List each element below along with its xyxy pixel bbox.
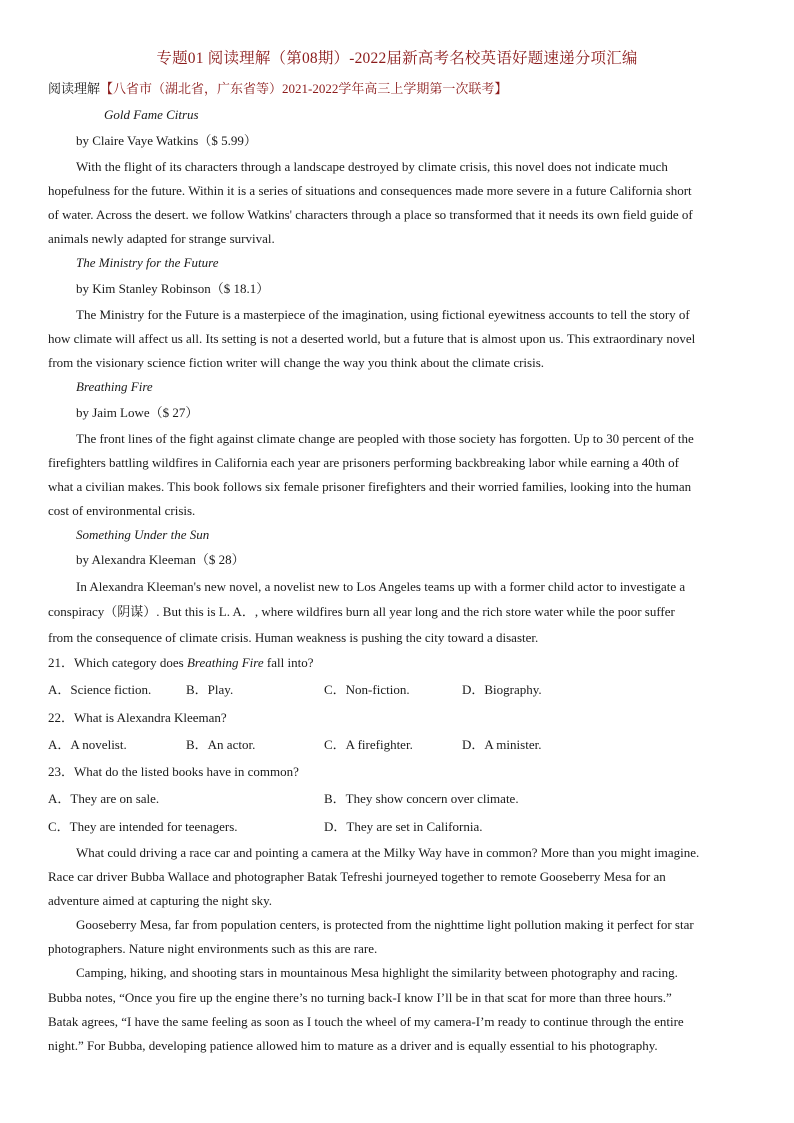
paragraph-line: hopefulness for the future. Within it is a series of situations and consequences made more severe in a future California short <box>48 183 692 198</box>
question-23: 23．What do the listed books have in common? <box>48 764 299 779</box>
option-b: B．They show concern over climate. <box>324 791 519 806</box>
paragraph-line: photographers. Nature night environments such as this are rare. <box>48 941 378 956</box>
option-a: A．They are on sale. <box>48 791 160 806</box>
paragraph-line: adventure aimed at capturing the night sky. <box>48 893 273 908</box>
book-title: Something Under the Sun <box>76 527 210 542</box>
source-bracket: 【八省市（湖北省，广东省等）2021-2022学年高三上学期第一次联考】 <box>100 81 508 96</box>
paragraph-line: Camping, hiking, and shooting stars in mountainous Mesa highlight the similarity between photography and racing. <box>76 965 678 980</box>
source-line <box>48 80 748 98</box>
paragraph-line: Gooseberry Mesa, far from population centers, is protected from the nighttime light pollution making it perfect for star <box>76 917 694 932</box>
question-21 <box>48 654 748 672</box>
option-b: B．An actor. <box>186 737 256 752</box>
question-stem: 21．Which category does <box>48 655 187 670</box>
paragraph-line: what a civilian makes. This book follows six female prisoner firefighters and their worried families, looking into the human <box>48 479 692 494</box>
option-d: D．A minister. <box>462 737 542 752</box>
book-title: Breathing Fire <box>76 379 153 394</box>
book-author: by Jaim Lowe（$ 27） <box>76 405 199 420</box>
option-d: D．They are set in California. <box>324 819 483 834</box>
page-title: 专题01 阅读理解（第08期）-2022届新高考名校英语好题速递分项汇编 <box>156 50 638 67</box>
paragraph-line: The front lines of the fight against climate change are peopled with those society has forgotten. Up to 30 percent of the <box>76 431 694 446</box>
paragraph-line: The Ministry for the Future is a masterpiece of the imagination, using fictional eyewitness accounts to tell the story of <box>76 307 690 322</box>
book-author: by Kim Stanley Robinson（$ 18.1） <box>76 281 270 296</box>
source-prefix: 阅读理解 <box>48 81 101 96</box>
option-c: C．Non-fiction. <box>324 682 410 697</box>
book-author: by Claire Vaye Watkins（$ 5.99） <box>76 133 257 148</box>
paragraph-line: from the consequence of climate crisis. Human weakness is pushing the city toward a disaster. <box>48 630 539 645</box>
paragraph-line: With the flight of its characters through a landscape destroyed by climate crisis, this novel does not indicate much <box>76 159 668 174</box>
paragraph-line: of water. Across the desert. we follow Watkins' characters through a place so transformed that it needs its own field guide of <box>48 207 693 222</box>
option-d: D．Biography. <box>462 682 542 697</box>
paragraph-line: night.” For Bubba, developing patience allowed him to mature as a driver and is equally essential to his photography. <box>48 1038 658 1053</box>
book-title: Gold Fame Citrus <box>104 107 199 122</box>
option-a: A．A novelist. <box>48 737 127 752</box>
paragraph-line: animals newly adapted for strange survival. <box>48 231 275 246</box>
question-stem: fall into? <box>263 655 314 670</box>
paragraph-line: cost of environmental crisis. <box>48 503 196 518</box>
paragraph-line: conspiracy（阴谋）. But this is L. A．, where wildfires burn all year long and the rich store water while the poor suffer <box>48 604 675 619</box>
paragraph-line: Batak agrees, “I have the same feeling as soon as I touch the wheel of my camera-I’m ready to continue through the entire <box>48 1014 684 1029</box>
question-22: 22．What is Alexandra Kleeman? <box>48 710 227 725</box>
option-b: B．Play. <box>186 682 234 697</box>
paragraph-line: What could driving a race car and pointing a camera at the Milky Way have in common? More than you might imagine. <box>76 845 700 860</box>
book-title: The Ministry for the Future <box>76 255 219 270</box>
option-a: A．Science fiction. <box>48 682 152 697</box>
paragraph-line: from the visionary science fiction writer will change the way you think about the climate crisis. <box>48 355 545 370</box>
paragraph-line: Bubba notes, “Once you fire up the engine there’s no turning back-I know I’ll be in that scat for more than three hours.” <box>48 990 672 1005</box>
book-author: by Alexandra Kleeman（$ 28） <box>76 552 245 567</box>
paragraph-line: firefighters battling wildfires in California each year are prisoners performing backbreaking labor while earning a 40th of <box>48 455 679 470</box>
paragraph-line: Race car driver Bubba Wallace and photographer Batak Tefreshi journeyed together to remote Gooseberry Mesa for an <box>48 869 666 884</box>
question-stem-book-title: Breathing Fire <box>186 655 264 670</box>
paragraph-line: In Alexandra Kleeman's new novel, a novelist new to Los Angeles teams up with a former child actor to investigate a <box>76 579 686 594</box>
paragraph-line: how climate will affect us all. Its setting is not a deserted world, but a future that is almost upon us. This extraordinary novel <box>48 331 696 346</box>
option-c: C．A firefighter. <box>324 737 413 752</box>
option-c: C．They are intended for teenagers. <box>48 819 238 834</box>
